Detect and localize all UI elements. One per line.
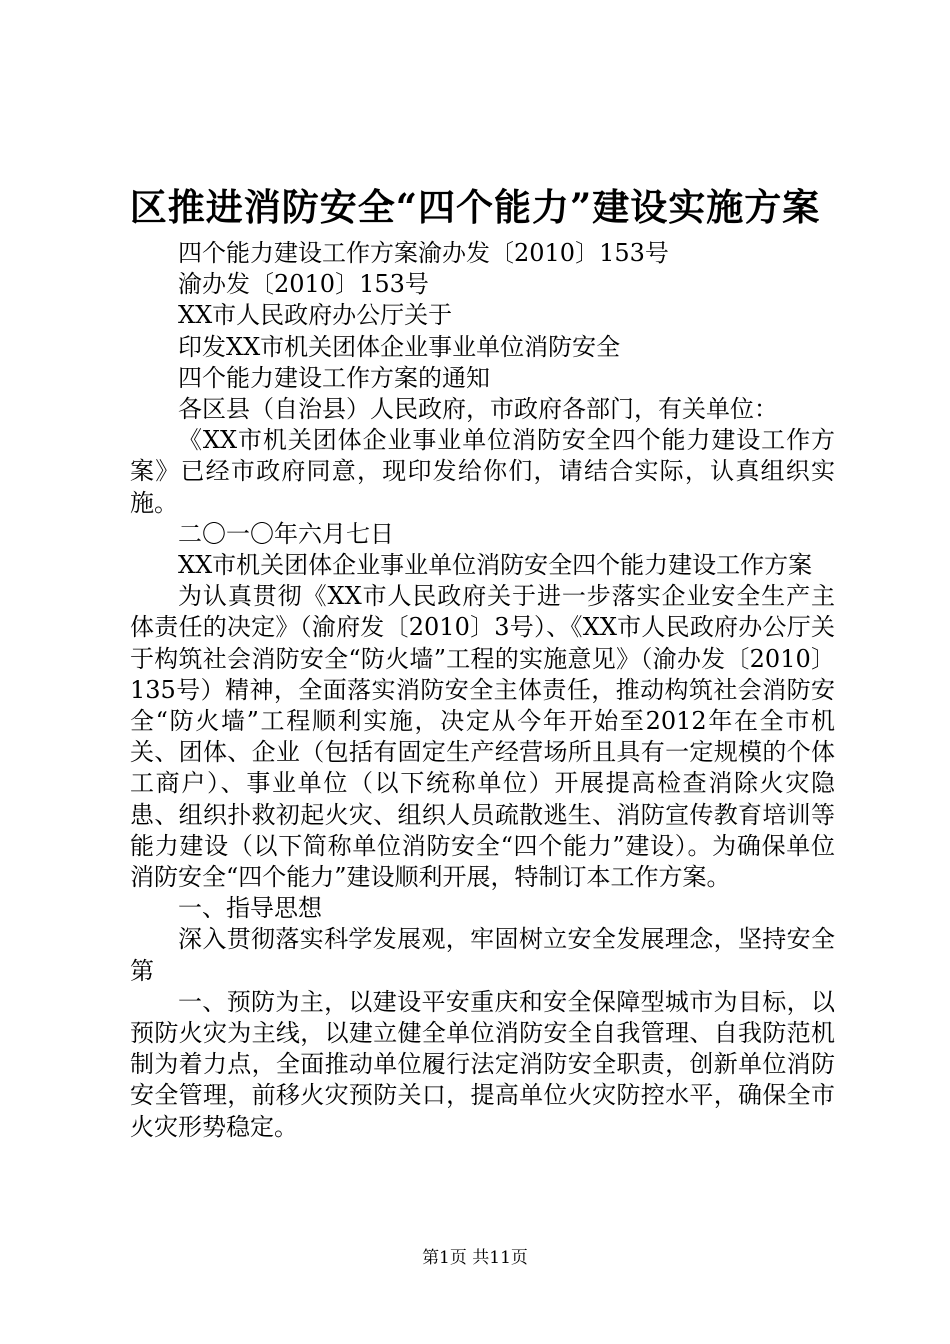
paragraph: 深入贯彻落实科学发展观，牢固树立安全发展理念，坚持安全第	[130, 925, 835, 985]
paragraph: 四个能力建设工作方案的通知	[178, 363, 490, 392]
document-body	[130, 238, 835, 1143]
paragraph: 渝办发〔2010〕153号	[178, 270, 429, 299]
section-heading: 一、指导思想	[178, 894, 322, 923]
paragraph: 二〇一〇年六月七日	[178, 519, 394, 548]
paragraph: 一、预防为主，以建设平安重庆和安全保障型城市为目标，以预防火灾为主线，以建立健全单位消防安全自我管理、自我防范机制为着力点，全面推动单位履行法定消防安全职责，创新单位消防安全管理，前移火灾预防关口，提高单位火灾防控水平，确保全市火灾形势稳定。	[130, 987, 835, 1141]
paragraph: 为认真贯彻《XX市人民政府关于进一步落实企业安全生产主体责任的决定》（渝府发〔2010〕3号）、《XX市人民政府办公厅关于构筑社会消防安全“防火墙”工程的实施意见》（渝办发〔2010〕135号）精神，全面落实消防安全主体责任，推动构筑社会消防安全“防火墙”工程顺利实施，决定从今年开始至2012年在全市机关、团体、企业（包括有固定生产经营场所且具有一定规模的个体工商户）、事业单位（以下统称单位）开展提高检查消除火灾隐患、组织扑救初起火灾、组织人员疏散逃生、消防宣传教育培训等能力建设（以下简称单位消防安全“四个能力”建设）。为确保单位消防安全“四个能力”建设顺利开展，特制订本工作方案。	[130, 582, 835, 892]
paragraph: 四个能力建设工作方案渝办发〔2010〕153号	[178, 239, 669, 267]
paragraph: 印发XX市机关团体企业事业单位消防安全	[178, 332, 621, 361]
paragraph: 《XX市机关团体企业事业单位消防安全四个能力建设工作方案》已经市政府同意，现印发给你们，请结合实际，认真组织实施。	[130, 426, 835, 517]
document-title: 区推进消防安全“四个能力”建设实施方案	[129, 185, 821, 229]
paragraph: XX市机关团体企业事业单位消防安全四个能力建设工作方案	[178, 551, 813, 580]
paragraph: 各区县（自治县）人民政府，市政府各部门，有关单位：	[178, 395, 778, 424]
paragraph: XX市人民政府办公厅关于	[178, 301, 453, 330]
page-footer: 第1页 共11页	[422, 1248, 528, 1268]
